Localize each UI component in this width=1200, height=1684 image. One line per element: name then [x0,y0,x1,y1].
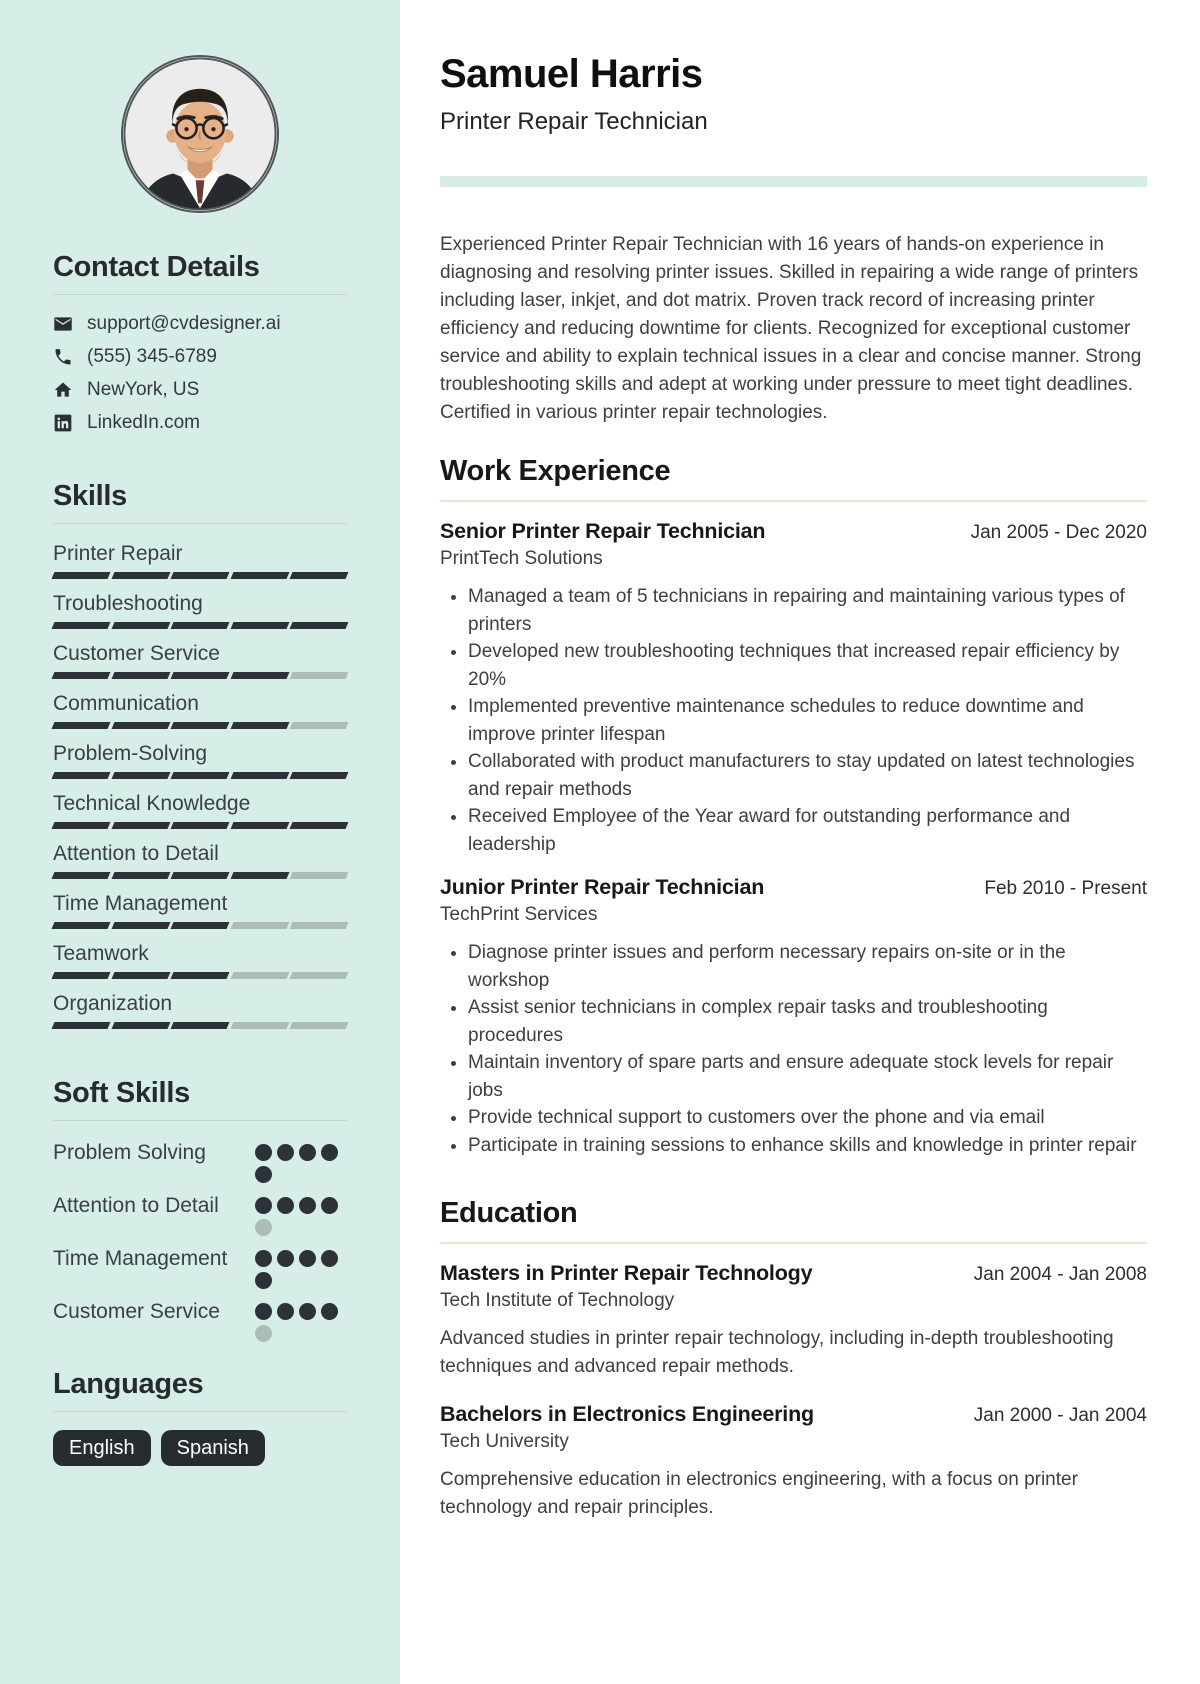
skill-name: Troubleshooting [53,592,203,615]
bullet-item: • Maintain inventory of spare parts and ensure adequate stock levels for repair jobs [468,1049,1147,1104]
skill-item [53,792,347,829]
contact-list [53,313,347,434]
rating-dot [255,1303,272,1320]
rating-dot [277,1144,294,1161]
skill-bar-segment [111,722,170,729]
soft-skill-rating-dots [255,1192,347,1236]
languages-list [53,1430,347,1466]
bullet-item: • Implemented preventive maintenance schedules to reduce downtime and improve printer lifespan [468,693,1147,748]
work-experience-section [440,455,1147,1159]
skill-bar-segment [290,772,349,779]
job-entry-header [440,874,1147,900]
education-dates: Jan 2004 - Jan 2008 [973,1264,1147,1285]
skill-bar-segment [230,672,289,679]
contact-item-text: support@cvdesigner.ai [87,313,281,334]
education-list [440,1260,1147,1522]
professional-summary: Experienced Printer Repair Technician with 16 years of hands-on experience in diagnosing and resolving printer issues. Skilled in repairing a wide range of printers including laser, inkjet, and dot matrix. Proven track record of increasing printer efficiency and reducing downtime for clients. Recognized for exceptional customer service and ability to explain technical issues in a clear and concise manner. Strong troubleshooting skills and adept at working under pressure to meet tight deadlines. Certified in various printer repair technologies. [440,234,1142,423]
skill-name: Customer Service [53,642,220,665]
soft-skill-rating-dots [255,1139,347,1183]
education-description: Comprehensive education in electronics engineering, with a focus on printer technology and repair principles. [440,1469,1078,1518]
soft-skills-divider [53,1120,347,1121]
skill-bar-segment [111,972,170,979]
skill-bar-segment [290,1022,349,1029]
soft-skill-name: Customer Service [53,1300,220,1323]
job-company: PrintTech Solutions [440,548,603,569]
skill-bar-segment [52,872,111,879]
page-title: Samuel Harris [440,52,703,96]
job-dates: Feb 2010 - Present [984,878,1147,899]
skill-bar-segment [52,822,111,829]
skill-bar-segment [230,1022,289,1029]
bullet-item: • Participate in training sessions to enhance skills and knowledge in printer repair [468,1132,1147,1160]
language-pill: English [53,1430,151,1466]
skill-bar-segment [171,772,230,779]
skill-level-bar [53,822,347,829]
rating-dot [255,1166,272,1183]
rating-dot [299,1197,316,1214]
accent-band [440,176,1147,187]
rating-dot [277,1250,294,1267]
skill-bar-segment [230,922,289,929]
soft-skills-section [53,1077,347,1342]
skill-bar-segment [171,972,230,979]
rating-dot [255,1219,272,1236]
soft-skills-heading: Soft Skills [53,1077,190,1109]
rating-dot [321,1197,338,1214]
linkedin-icon [53,413,73,433]
skill-bar-segment [230,872,289,879]
skill-bar-segment [290,922,349,929]
education-entry-header [440,1260,1147,1286]
skill-bar-segment [52,622,111,629]
skill-name: Attention to Detail [53,842,219,865]
skill-bar-segment [230,572,289,579]
email-icon [53,314,73,334]
education-divider [440,1242,1147,1244]
bullet-item: • Collaborated with product manufacturers to stay updated on latest technologies and repair methods [468,748,1147,803]
skill-bar-segment [111,572,170,579]
school-name: Tech Institute of Technology [440,1290,675,1311]
education-description: Advanced studies in printer repair technology, including in-depth troubleshooting techniques and advanced repair methods. [440,1328,1114,1377]
contact-item-phone [53,346,347,368]
skill-bar-segment [230,822,289,829]
skills-divider [53,523,347,524]
profile-photo-illustration [123,57,277,211]
skill-bar-segment [290,872,349,879]
skill-level-bar [53,672,347,679]
skill-name: Technical Knowledge [53,792,251,815]
contact-item-text: LinkedIn.com [87,412,201,433]
skill-bar-segment [52,572,111,579]
work-experience-divider [440,500,1147,502]
skill-name: Problem-Solving [53,742,208,765]
skill-item [53,692,347,729]
contact-section [53,251,347,434]
skill-name: Organization [53,992,173,1015]
skill-bar-segment [111,922,170,929]
education-entry [440,1401,1147,1522]
skill-item [53,542,347,579]
skill-name: Printer Repair [53,542,183,565]
education-entry [440,1260,1147,1381]
skill-level-bar [53,872,347,879]
skill-bar-segment [52,972,111,979]
skill-bar-segment [111,672,170,679]
skill-name: Communication [53,692,199,715]
contact-heading: Contact Details [53,251,260,283]
job-title: Senior Printer Repair Technician [440,519,766,543]
skill-item [53,742,347,779]
skill-name: Time Management [53,892,228,915]
rating-dot [321,1250,338,1267]
rating-dot [255,1325,272,1342]
skill-bar-segment [290,572,349,579]
skill-level-bar [53,572,347,579]
language-pill: Spanish [161,1430,265,1466]
degree-title: Masters in Printer Repair Technology [440,1261,813,1285]
skill-bar-segment [52,722,111,729]
languages-section [53,1368,347,1466]
skill-bar-segment [171,672,230,679]
rating-dot [255,1272,272,1289]
avatar [121,55,279,213]
rating-dot [299,1250,316,1267]
professional-title: Printer Repair Technician [440,108,708,135]
rating-dot [255,1197,272,1214]
rating-dot [321,1303,338,1320]
soft-skill-item [53,1245,347,1289]
soft-skill-rating-dots [255,1298,347,1342]
skill-bar-segment [171,822,230,829]
job-title: Junior Printer Repair Technician [440,875,765,899]
skill-bar-segment [52,922,111,929]
job-bullets [440,583,1147,858]
bullet-item: • Diagnose printer issues and perform necessary repairs on-site or in the workshop [468,939,1147,994]
education-entry-header [440,1401,1147,1427]
skill-bar-segment [171,1022,230,1029]
skill-bar-segment [230,722,289,729]
bullet-item: • Received Employee of the Year award for outstanding performance and leadership [468,803,1147,858]
contact-item-linkedin[interactable] [53,412,347,434]
skill-bar-segment [230,622,289,629]
rating-dot [321,1144,338,1161]
contact-item-email[interactable] [53,313,347,335]
skill-bar-segment [171,572,230,579]
skill-bar-segment [290,822,349,829]
skill-level-bar [53,772,347,779]
job-company: TechPrint Services [440,904,598,925]
contact-divider [53,294,347,295]
rating-dot [299,1303,316,1320]
skill-item [53,892,347,929]
skill-bar-segment [171,872,230,879]
contact-item-home [53,379,347,401]
soft-skill-item [53,1192,347,1236]
soft-skill-item [53,1298,347,1342]
contact-item-text: (555) 345-6789 [87,346,217,367]
home-icon [53,380,73,400]
soft-skills-list [53,1139,347,1342]
rating-dot [255,1144,272,1161]
education-section [440,1197,1147,1522]
degree-title: Bachelors in Electronics Engineering [440,1402,814,1426]
rating-dot [277,1197,294,1214]
skill-level-bar [53,972,347,979]
rating-dot [255,1250,272,1267]
skill-item [53,842,347,879]
job-dates: Jan 2005 - Dec 2020 [970,522,1147,543]
skill-level-bar [53,1022,347,1029]
job-entry [440,874,1147,1159]
education-dates: Jan 2000 - Jan 2004 [973,1405,1147,1426]
skill-level-bar [53,922,347,929]
skill-item [53,642,347,679]
bullet-item: • Provide technical support to customers over the phone and via email [468,1104,1147,1132]
skill-bar-segment [171,622,230,629]
skill-bar-segment [171,722,230,729]
skill-name: Teamwork [53,942,149,965]
skill-bar-segment [111,772,170,779]
skill-item [53,942,347,979]
skill-bar-segment [290,722,349,729]
skill-level-bar [53,622,347,629]
soft-skill-rating-dots [255,1245,347,1289]
soft-skill-name: Time Management [53,1247,228,1270]
main-content [400,0,1200,1684]
skill-bar-segment [111,622,170,629]
skill-bar-segment [230,772,289,779]
rating-dot [277,1303,294,1320]
bullet-item: • Developed new troubleshooting techniques that increased repair efficiency by 20% [468,638,1147,693]
skill-bar-segment [52,672,111,679]
skill-item [53,992,347,1029]
sidebar [0,0,400,1684]
bullet-item: • Assist senior technicians in complex repair tasks and troubleshooting procedures [468,994,1147,1049]
soft-skill-name: Problem Solving [53,1141,206,1164]
skill-bar-segment [171,922,230,929]
job-bullets [440,939,1147,1159]
skill-bar-segment [230,972,289,979]
soft-skill-item [53,1139,347,1183]
phone-icon [53,347,73,367]
soft-skill-name: Attention to Detail [53,1194,219,1217]
work-experience-heading: Work Experience [440,455,671,487]
skills-list [53,542,347,1029]
skill-bar-segment [111,1022,170,1029]
skill-bar-segment [290,972,349,979]
jobs-list [440,518,1147,1159]
skill-bar-segment [290,622,349,629]
languages-heading: Languages [53,1368,204,1400]
languages-divider [53,1411,347,1412]
skills-section [53,480,347,1029]
skill-bar-segment [290,672,349,679]
skill-bar-segment [111,822,170,829]
job-entry [440,518,1147,858]
school-name: Tech University [440,1431,569,1452]
education-heading: Education [440,1197,578,1229]
skill-bar-segment [111,872,170,879]
rating-dot [299,1144,316,1161]
skill-item [53,592,347,629]
contact-item-text: NewYork, US [87,379,200,400]
skill-level-bar [53,722,347,729]
job-entry-header [440,518,1147,544]
skill-bar-segment [52,772,111,779]
skill-bar-segment [52,1022,111,1029]
bullet-item: • Managed a team of 5 technicians in repairing and maintaining various types of printers [468,583,1147,638]
skills-heading: Skills [53,480,127,512]
